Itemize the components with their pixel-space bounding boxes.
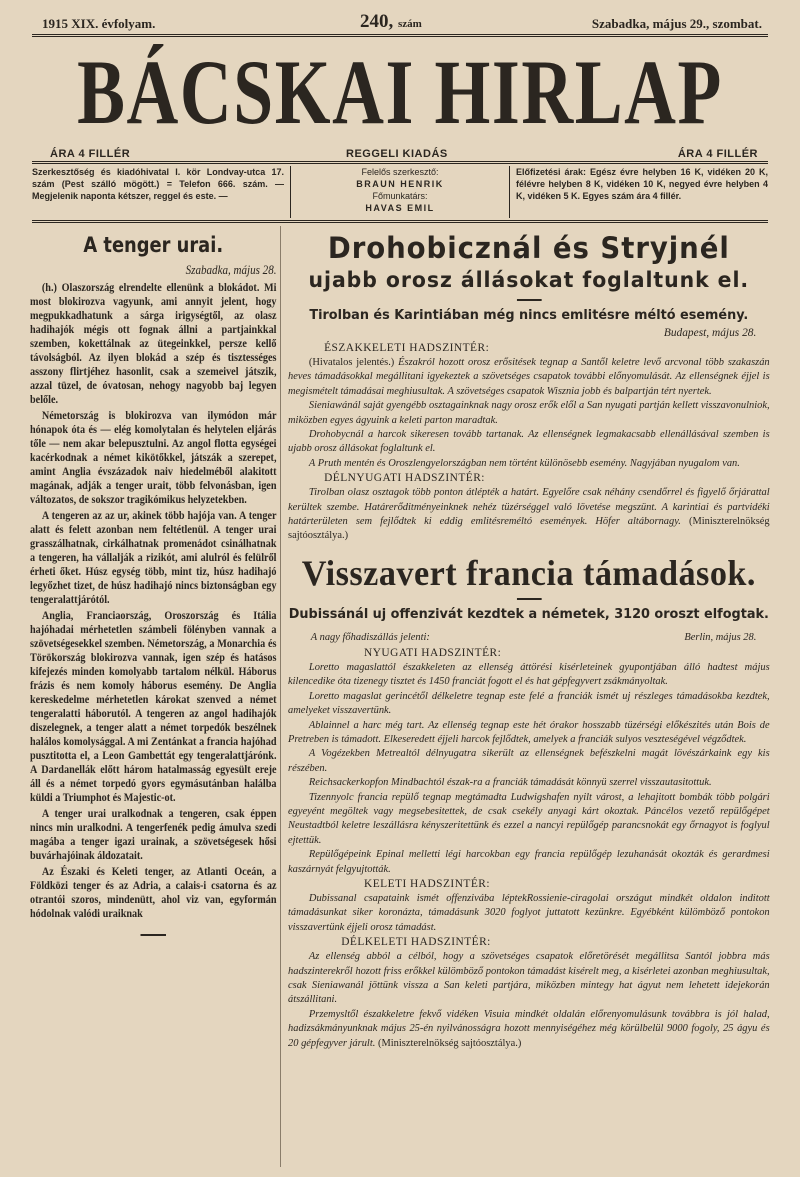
official-report-label: (Hivatalos jelentés.)	[308, 356, 395, 368]
divider	[32, 34, 768, 37]
paragraph: Reichsackerkopfon Mindbachtól észak-ra a franciák támadását könnyü szerrel visszautasitottuk.	[308, 776, 712, 789]
paragraph-text: Przemysltől északkeletre fekvő vidéken Visuia mindkét oldalán előrenyomulásunk továbbra is jól halad, hadizsákmányunknak május 25-én nyilvánosságra hozott mennyiségéhez még körülbelül 9000 fogoly, 25 ágyu és 20 gépfegyver járult.	[288, 1007, 770, 1049]
paragraph-text: Északról hozott orosz erősitések tegnap a Santől keletre levő arcvonal több szakaszán heves támadásokkal megállitani igyekeztek a szövetséges csapatok további előnyomulását. Az ellenségnek éjjel is megismételt támadásai meghiusultak. A szövetséges csapatok Wisznia jobb és balpartján tért nyertek.	[288, 356, 770, 397]
intro: A nagy főhadiszállás jelenti:	[310, 630, 430, 643]
paragraph: A Pruth mentén és Oroszlengyelországban nem történt különösebb esemény. Nagyjában nyugalom van.	[308, 456, 740, 469]
paragraph: A tengeren az az ur, akinek több hajója van. A tenger alatt és felett azonban nem feltétlenül. A tenger urai grasszálhatnak, cirkálhatnak promenádot csinálhatnak a tengeren, ha vállalják a rizikót, ami alulról és felülről érheti őket. Húsz egység több, mint tiz, húsz hadihajó legyőzhet tizet, de húsz hadihajó nincs biztonságban egy tengeralattjárótól.	[30, 508, 277, 606]
newspaper-title: BÁCSKAI HIRLAP	[77, 41, 723, 143]
paragraph: Németország is blokirozva van ilymódon már hónapok óta és — elég komolytalan és helytelen eljárás tőle — nem akar belepusztulni. Az angol flotta egységei kacérkodnak a német kikötőkkel, játszák a szerepet, amint Anglia évszázadok naiv hiedelméből alakitott magának, adják a tenger urait, több felvonásban, igen változatos, de sokszor tragikómikus helyzetekben.	[30, 408, 277, 506]
coworker-label: Főmunkatárs:	[372, 191, 428, 201]
section-heading: ÉSZAKKELETI HADSZINTÉR:	[324, 340, 490, 354]
war-reports	[288, 230, 770, 1050]
paragraph: Dubissanal csapataink ismét offenzivába léptekRossienie-ciragolai országut mindkét oldalon inditott támadásunkat siker koronázta, támadásunk 3020 foglyot juttatott kezünkre. Egyébként külömböző pontokon visszavertünk éjjeli orosz támadást.	[288, 891, 770, 933]
paragraph-text: Tirolban olasz osztagok több ponton átlépték a határt. Egyelőre csak néhány csendőrrel és figyelő őrjárattal kerültek szembe. Határerőditményeinknek nehéz tüzérséggel való lövetése megszünt. A karintiai és partvidéki határterületen sem fejlődtek ki eddig emlitésreméltó események. Höfer altábornagy.	[288, 486, 770, 528]
editor-name: BRAUN HENRIK	[356, 179, 444, 189]
issue-suffix: szám	[398, 18, 422, 30]
headline-2: ujabb orosz állásokat foglaltunk el.	[308, 268, 750, 293]
issue-date: Szabadka, május 29., szombat.	[591, 16, 762, 31]
paragraph: Drohobycnál a harcok sikeresen tovább tartanak. Az ellenségnek legmakacsabb ellenállásával szemben is ujabb orosz állásokat foglaltunk el.	[288, 428, 770, 455]
paragraph: Repülőgépeink Epinal melletti légi harcokban egy francia repülőgép lezuhanását okozták és gerardmesi kaszárnyát felgyujtották.	[288, 848, 770, 875]
source-note: (Miniszterelnökség sajtóosztálya.)	[288, 515, 770, 542]
dateline: Berlin, május 28.	[684, 630, 757, 643]
paragraph: Sieniawánál saját gyengébb osztagainknak nagy orosz erők elől a San nyugati partján kellett visszavonulniok, miközben egyes ágyuink a keleti parton maradtak.	[288, 399, 770, 426]
paragraph: (h.) Olaszország elrendelte ellenünk a blokádot. Mi most blokirozva vagyunk, ami annyit jelent, hogy megpukkadhatunk a sárga irigységtől, az olasz hadihajók mégis ott fognak állni a partjainkkal szemben, kokettálnak az ütegeinkkel, persze kellő távolságból. Az ilyen blokád a szép és tisztességes asszony flirtjéhez hasonlit, csak a szemeivel játszik, azzal tüzel, de óvatosan, nehogy nagyobb baj legyen belőle.	[30, 280, 277, 406]
headline-3: Visszavert francia támadások.	[301, 552, 756, 593]
paragraph	[288, 485, 770, 543]
editor-label: Felelős szerkesztő:	[361, 167, 439, 177]
edition: REGGELI KIADÁS	[346, 148, 448, 160]
paragraph: Loretto magaslattól északkeleten az ellenség áttörési kisérleteinek gyupontjában álló hadtest május kilencedike óta tizenegy tisztet és 1450 franciát fogott el és hat gépfegyvert zsákmányoltak.	[288, 660, 770, 688]
paragraph: Anglia, Franciaország, Oroszország és Itália hajóhadai mérhetetlen számbeli fölényben vannak a szövetségesekkel szemben. Németország, a Monarchia és Törökország blokirozva vannak, igen szép és hatásos kifejezés minden komolyabb tartalom nélkül. Háborus frázis és nem komoly háborus esemény. De Anglia kereskedelme mérhetetlen károkat szenved a német tengeralatti háborutól. A tengeren az angol hadihajók diszelegnek, a tenger alatt a német torpedók beszélnek halálos komolysággal. A mi Zentánkat a francia hajóhad pusztitotta el, a Leon Gambettát egy tengeralattjárónk. A Dardanellák előtt három hatalmasság egyesült ereje áll és a német torpedó gyors egymásutánban halálba küldi a Triumphot és Majestic-ot.	[30, 608, 277, 804]
issue-number	[360, 12, 422, 34]
article-headline: A tenger urai.	[83, 233, 224, 257]
paragraph	[288, 355, 770, 398]
price-left: ÁRA 4 FILLÉR	[50, 148, 131, 160]
section-heading: DÉLNYUGATI HADSZINTÉR:	[324, 470, 485, 485]
source-note: (Miniszterelnökség sajtóosztálya.)	[377, 1036, 522, 1049]
paragraph: Loretto magaslat gerincétől délkeletre tegnap este felé a franciák ismét uj részleges támadásokba kezdtek, amelyeket visszavertünk.	[288, 689, 770, 717]
subheadline: Dubissánál uj offenzivát kezdtek a németek, 3120 oroszt elfogtak.	[288, 605, 769, 622]
paragraph: Az ellenség abból a célból, hogy a szövetséges csapatok előretörését megállitsa Santól jobbra más hadszinterekről hozott friss erőkkel külömböző pontokon támadást kisérelt meg, a kisérletei azonban meghiusultak, csak Sieniawanál jöttünk vissza a San keleti partjára, miközben mintegy hat ágyut nem lehetett idejekorán átszállitani.	[288, 950, 770, 1006]
divider	[32, 220, 768, 223]
section-heading: KELETI HADSZINTÉR:	[364, 875, 491, 890]
dateline: Budapest, május 28.	[663, 325, 757, 339]
paragraph: A Vogézekben Metrealtól délnyugatra sikerült az ellenségnek befészkelni magát lövészárkaink egy kis részében.	[288, 747, 770, 774]
subscription-prices: Előfizetési árak: Egész évre helyben 16 K, vidéken 20 K, félévre helyben 8 K, vidéken 10 K, negyed évre helyben 4 K, vidéken 5 K. Egyes szám ára 4 fillér.	[516, 167, 768, 201]
volume: 1915 XIX. évfolyam.	[42, 16, 156, 31]
short-rule	[516, 598, 541, 600]
article-a-tenger-urai	[30, 232, 277, 936]
issue-number-value: 240,	[360, 11, 394, 32]
section-heading: NYUGATI HADSZINTÉR:	[364, 644, 502, 659]
coworker-name: HAVAS EMIL	[365, 203, 435, 213]
paragraph: Az Északi és Keleti tenger, az Atlanti Oceán, a Földközi tenger és az Adria, a calais-i csatorna és az otrantói szoros, mindenütt, ahol viz van, egyformán hódolnak valódi uraiknak	[30, 864, 277, 920]
column-divider	[280, 226, 281, 1167]
end-rule	[141, 934, 167, 936]
paragraph: Ablainnel a harc még tart. Az ellenség tegnap este hét órakor hosszabb tüzérségi előkészités után Bois de Pretreben is támadott. Elkeseredett éjjeli harcok fejlődtek, amelyek a franciák sulyos veszteségével végződtek.	[288, 718, 770, 745]
price-right: ÁRA 4 FILLÉR	[677, 148, 758, 160]
office-address: Szerkesztőség és kiadóhivatal I. kör Londvay-utca 17. szám (Pest szálló mögött.) = Telefon 666. szám. — Megjelenik naponta kétszer, reggel és este. —	[32, 167, 284, 201]
article-dateline: Szabadka, május 28.	[185, 262, 277, 277]
paragraph: Tizennyolc francia repülő tegnap megtámadta Ludwigshafen nyilt várost, a lehajitott bombák több polgári egyeyént megöltek vagy megsebesitettek, de csak csekély anyagi kárt okoztak. Páncélos vezető repülőgépet Neustadtból keletre leszállásra kényszeritettünk és ezzel a nancyi repülőgép parancsnokát egy őrnagyot is foglyul ejtettük.	[288, 790, 770, 846]
paragraph	[288, 1007, 770, 1050]
short-rule	[516, 299, 541, 301]
editors	[290, 166, 510, 218]
divider	[32, 161, 768, 164]
intro-row	[311, 629, 757, 645]
paragraph: A tenger urai uralkodnak a tengeren, csak éppen nincs min uralkodni. A tengerfenék pedig ámulva szedi magába a tenger igazi urainak, a szövetségesek hősi buvárhajóinak áldozatait.	[30, 806, 277, 862]
section-heading: DÉLKELETI HADSZINTÉR:	[341, 934, 491, 949]
headline-1: Drohobicznál és Stryjnél	[327, 231, 730, 265]
subheadline: Tirolban és Karintiában még nincs emlitésre méltó esemény.	[309, 307, 749, 323]
publisher-info	[32, 166, 768, 218]
masthead-top-line	[42, 12, 762, 34]
